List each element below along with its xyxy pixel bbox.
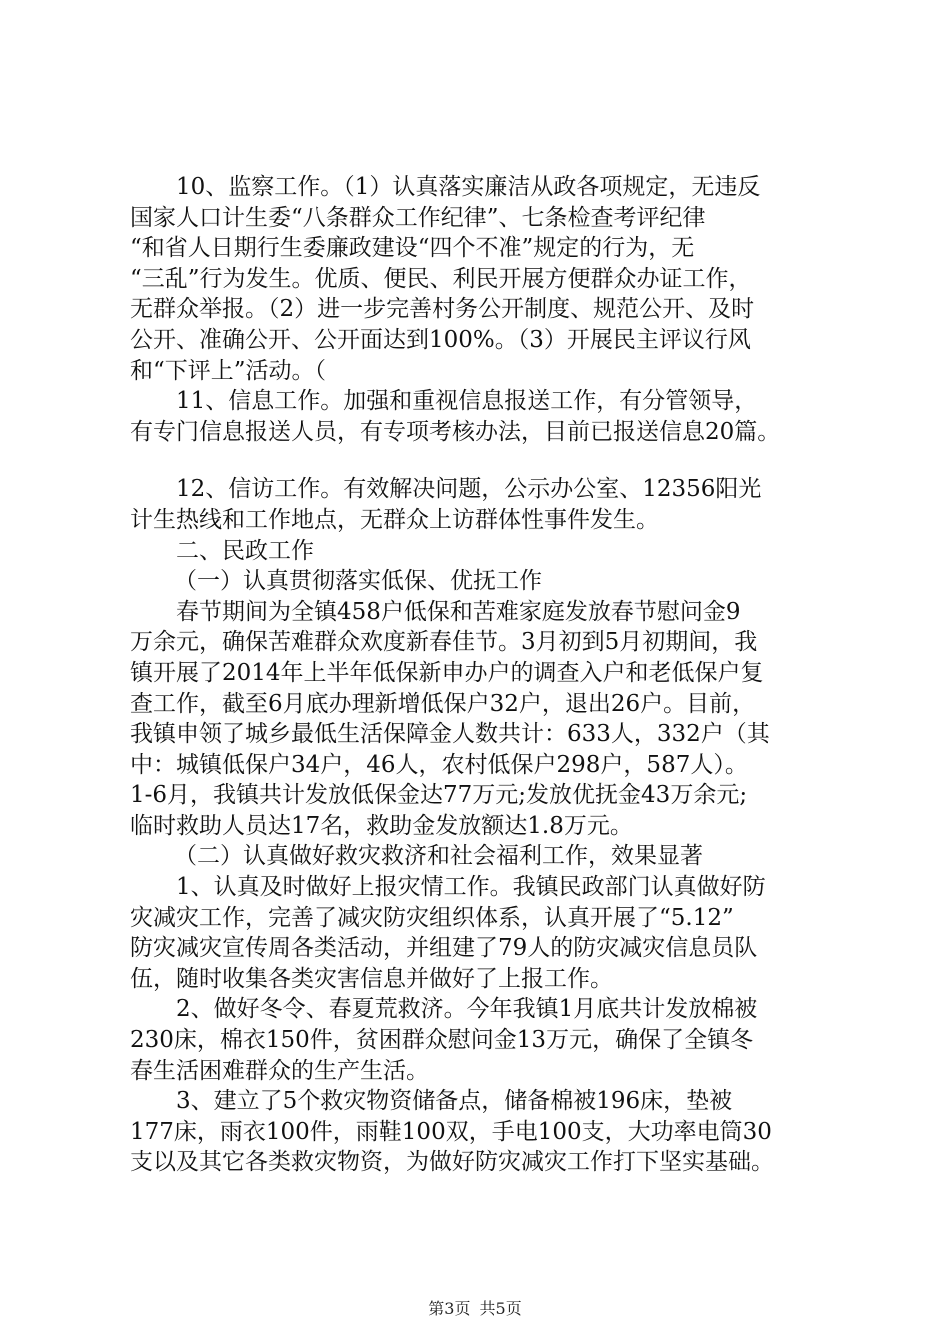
paragraph-gap bbox=[130, 447, 830, 474]
paragraph-line: 11、信息工作。加强和重视信息报送工作，有分管领导， bbox=[176, 388, 758, 415]
paragraph-line: 177床，雨衣100件，雨鞋100双，手电100支，大功率电筒30 bbox=[130, 1118, 772, 1145]
paragraph-line: 无群众举报。（2）进一步完善村务公开制度、规范公开、及时 bbox=[130, 296, 755, 323]
section-heading: 二、民政工作 bbox=[176, 537, 314, 564]
paragraph-line: 查工作，截至6月底办理新增低保户32户，退出26户。目前， bbox=[130, 690, 756, 717]
paragraph-line: 春生活困难群众的生产生活。 bbox=[130, 1057, 429, 1084]
paragraph-line: 有专门信息报送人员，有专项考核办法，目前已报送信息20篇。 bbox=[130, 418, 781, 445]
paragraph-line: 临时救助人员达17名，救助金发放额达1.8万元。 bbox=[130, 812, 633, 839]
paragraph-line: 伍，随时收集各类灾害信息并做好了上报工作。 bbox=[130, 965, 613, 992]
paragraph-line: 10、监察工作。（1）认真落实廉洁从政各项规定，无违反 bbox=[176, 174, 761, 200]
paragraph-line: 万余元，确保苦难群众欢度新春佳节。3月初到5月初期间，我 bbox=[130, 629, 758, 656]
paragraph-line: 1-6月，我镇共计发放低保金达77万元;发放优抚金43万余元; bbox=[130, 782, 748, 809]
page-footer bbox=[0, 1296, 950, 1319]
subsection-heading: （二）认真做好救灾救济和社会福利工作，效果显著 bbox=[174, 843, 703, 870]
paragraph-line: 镇开展了2014年上半年低保新申办户的调查入户和老低保户复 bbox=[130, 659, 764, 686]
paragraph-line: 中：城镇低保户34户，46人，农村低保户298户，587人）。 bbox=[130, 751, 748, 778]
paragraph-line: “三乱”行为发生。优质、便民、利民开展方便群众办证工作， bbox=[130, 265, 752, 292]
page-number: 第3页 bbox=[428, 1299, 471, 1318]
paragraph-line: 230床，棉衣150件，贫困群众慰问金13万元，确保了全镇冬 bbox=[130, 1027, 754, 1054]
paragraph-line: 3、建立了5个救灾物资储备点，储备棉被196床，垫被 bbox=[176, 1088, 733, 1115]
paragraph-line: “和省人日期行生委廉政建设“四个不准”规定的行为，无 bbox=[130, 235, 695, 262]
paragraph-line: 2、做好冬令、春夏荒救济。今年我镇1月底共计发放棉被 bbox=[176, 996, 758, 1023]
paragraph-line: 春节期间为全镇458户低保和苦难家庭发放春节慰问金9 bbox=[176, 598, 741, 625]
paragraph-line: 12、信访工作。有效解决问题，公示办公室、12356阳光 bbox=[176, 476, 762, 503]
page-total: 共5页 bbox=[479, 1299, 522, 1318]
paragraph-line: 灾减灾工作，完善了减灾防灾组织体系，认真开展了“5.12” bbox=[130, 904, 734, 931]
subsection-heading: （一）认真贯彻落实低保、优抚工作 bbox=[174, 568, 542, 595]
paragraph-line: 防灾减灾宣传周各类活动，并组建了79人的防灾减灾信息员队 bbox=[130, 935, 758, 962]
paragraph-line: 计生热线和工作地点，无群众上访群体性事件发生。 bbox=[130, 506, 659, 533]
paragraph-line: 支以及其它各类救灾物资，为做好防灾减灾工作打下坚实基础。 bbox=[130, 1149, 774, 1176]
paragraph-line: 公开、准确公开、公开面达到100%。（3）开展民主评议行风 bbox=[130, 326, 751, 353]
paragraph-line: 我镇申领了城乡最低生活保障金人数共计：633人，332户（其 bbox=[130, 721, 770, 748]
paragraph-line: 1、认真及时做好上报灾情工作。我镇民政部门认真做好防 bbox=[176, 874, 766, 901]
document-body bbox=[130, 172, 830, 1178]
paragraph-line: 国家人口计生委“八条群众工作纪律”、七条检查考评纪律 bbox=[130, 204, 706, 231]
paragraph-line: 和“下评上”活动。（ bbox=[130, 357, 327, 384]
